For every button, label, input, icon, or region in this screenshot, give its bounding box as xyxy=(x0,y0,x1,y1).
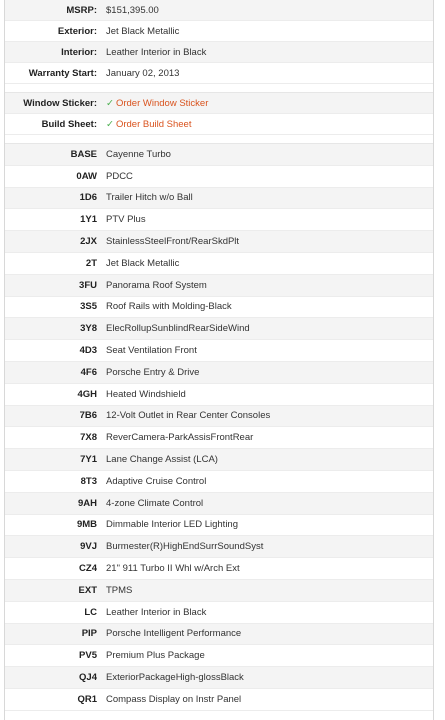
option-code: 2T xyxy=(85,257,97,269)
option-code: 4F6 xyxy=(80,366,97,378)
option-description: PTV Plus xyxy=(106,214,146,226)
document-label: Window Sticker: xyxy=(23,97,97,109)
option-code: 4GH xyxy=(77,388,97,400)
option-description: Adaptive Cruise Control xyxy=(106,475,207,487)
option-row xyxy=(5,624,433,646)
order-link[interactable] xyxy=(97,98,208,109)
option-row xyxy=(5,558,433,580)
option-row xyxy=(5,645,433,667)
option-code: 4D3 xyxy=(79,345,97,357)
option-row xyxy=(5,318,433,340)
option-description: Roof Rails with Molding-Black xyxy=(106,301,232,313)
option-row xyxy=(5,515,433,537)
document-label: Build Sheet: xyxy=(41,118,97,130)
option-description: Compass Display on Instr Panel xyxy=(106,693,242,705)
option-row xyxy=(5,536,433,558)
option-code: 1Y1 xyxy=(80,214,97,226)
option-code: PV5 xyxy=(79,650,97,662)
option-row xyxy=(5,166,433,188)
section-divider xyxy=(5,135,433,144)
option-description: Trailer Hitch w/o Ball xyxy=(106,192,193,204)
option-row xyxy=(5,362,433,384)
option-description: Dimmable Interior LED Lighting xyxy=(106,519,239,531)
option-code: CZ4 xyxy=(79,563,97,575)
option-code: 1D6 xyxy=(79,192,97,204)
document-row xyxy=(5,114,433,135)
option-description: Panorama Roof System xyxy=(106,279,207,291)
option-description: Heated Windshield xyxy=(106,388,186,400)
option-description: Porsche Intelligent Performance xyxy=(106,628,242,640)
option-description: Seat Ventilation Front xyxy=(106,345,197,357)
option-code: EXT xyxy=(78,584,97,596)
option-row xyxy=(5,471,433,493)
option-description: ExteriorPackageHigh-glossBlack xyxy=(106,672,244,684)
option-code: PIP xyxy=(81,628,97,640)
summary-label: Warranty Start: xyxy=(28,67,97,79)
option-code: 9VJ xyxy=(80,541,97,553)
option-code: 7B6 xyxy=(79,410,97,422)
option-code: 3S5 xyxy=(80,301,97,313)
option-description: Cayenne Turbo xyxy=(106,148,171,160)
option-description: StainlessSteelFront/RearSkdPlt xyxy=(106,236,240,248)
checkmark-icon: ✓ xyxy=(106,97,114,109)
summary-section xyxy=(5,0,433,84)
option-row xyxy=(5,427,433,449)
option-code: 9MB xyxy=(76,519,97,531)
option-row xyxy=(5,231,433,253)
summary-row xyxy=(5,63,433,84)
option-row xyxy=(5,406,433,428)
option-description: Porsche Entry & Drive xyxy=(106,366,200,378)
option-description: TPMS xyxy=(106,584,133,596)
documents-section xyxy=(5,93,433,135)
option-row xyxy=(5,667,433,689)
options-list xyxy=(5,144,433,711)
option-code: 2JX xyxy=(80,236,97,248)
option-description: Burmester(R)HighEndSurrSoundSyst xyxy=(106,541,264,553)
option-description: ReverCamera-ParkAssisFrontRear xyxy=(106,432,254,444)
order-link-text[interactable]: Order Window Sticker xyxy=(115,97,209,109)
option-description: PDCC xyxy=(106,170,133,182)
option-row xyxy=(5,144,433,166)
option-description: 4-zone Climate Control xyxy=(106,497,204,509)
option-description: Jet Black Metallic xyxy=(106,257,180,269)
section-divider xyxy=(5,84,433,93)
option-code: 0AW xyxy=(76,170,97,182)
option-row xyxy=(5,340,433,362)
option-code: 8T3 xyxy=(80,475,97,487)
vehicle-details-panel xyxy=(4,0,434,720)
option-description: ElecRollupSunblindRearSideWind xyxy=(106,323,250,335)
option-row xyxy=(5,188,433,210)
checkmark-icon: ✓ xyxy=(106,118,114,130)
option-description: Lane Change Assist (LCA) xyxy=(106,454,218,466)
document-row xyxy=(5,93,433,114)
option-code: QJ4 xyxy=(79,672,97,684)
order-link[interactable] xyxy=(97,119,191,130)
option-row xyxy=(5,580,433,602)
option-code: 7Y1 xyxy=(80,454,97,466)
option-row xyxy=(5,297,433,319)
summary-value: $151,395.00 xyxy=(106,4,159,16)
option-row xyxy=(5,275,433,297)
summary-row xyxy=(5,21,433,42)
summary-value: January 02, 2013 xyxy=(106,67,180,79)
option-code: BASE xyxy=(70,148,97,160)
option-description: 21" 911 Turbo II Whl w/Arch Ext xyxy=(106,563,240,575)
option-row xyxy=(5,209,433,231)
summary-label: MSRP: xyxy=(66,4,97,16)
option-row xyxy=(5,689,433,711)
option-row xyxy=(5,253,433,275)
option-description: Premium Plus Package xyxy=(106,650,205,662)
option-row xyxy=(5,384,433,406)
option-row xyxy=(5,493,433,515)
summary-value: Jet Black Metallic xyxy=(106,25,180,37)
option-code: LC xyxy=(84,606,97,618)
option-row xyxy=(5,449,433,471)
order-link-text[interactable]: Order Build Sheet xyxy=(115,118,192,130)
summary-value: Leather Interior in Black xyxy=(106,46,207,58)
option-code: 3FU xyxy=(79,279,97,291)
summary-label: Exterior: xyxy=(57,25,97,37)
summary-row xyxy=(5,42,433,63)
option-code: QR1 xyxy=(77,693,97,705)
summary-row xyxy=(5,0,433,21)
option-description: 12-Volt Outlet in Rear Center Consoles xyxy=(106,410,271,422)
option-code: 9AH xyxy=(77,497,97,509)
option-row xyxy=(5,602,433,624)
option-description: Leather Interior in Black xyxy=(106,606,207,618)
option-code: 7X8 xyxy=(80,432,97,444)
option-code: 3Y8 xyxy=(80,323,97,335)
summary-label: Interior: xyxy=(61,46,97,58)
